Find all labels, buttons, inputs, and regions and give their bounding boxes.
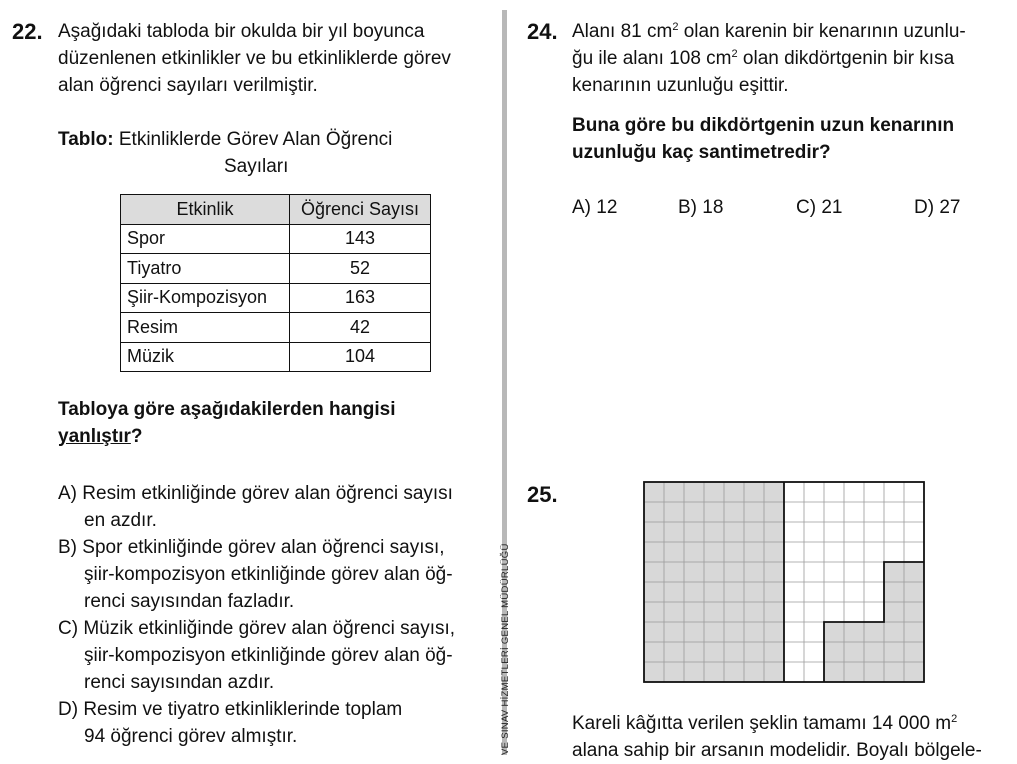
table-header-activity: Etkinlik bbox=[121, 195, 290, 225]
option-b-line-1[interactable]: B) Spor etkinliğinde görev alan öğrenci sayısı, bbox=[58, 537, 445, 558]
table-row bbox=[121, 254, 431, 284]
question-24-prompt-line-2: uzunluğu kaç santimetredir? bbox=[572, 142, 831, 163]
question-24-line-2-b: olan dikdörtgenin bir kısa bbox=[737, 48, 955, 69]
table-row bbox=[121, 313, 431, 343]
q24-option-c[interactable]: C) 21 bbox=[796, 197, 843, 218]
question-24-number: 24. bbox=[527, 19, 558, 44]
superscript-2: 2 bbox=[672, 21, 679, 33]
q24-option-d[interactable]: D) 27 bbox=[914, 197, 961, 218]
option-a-line-1[interactable]: A) Resim etkinliğinde görev alan öğrenci sayısı bbox=[58, 483, 453, 504]
option-b-line-3[interactable]: renci sayısından fazladır. bbox=[84, 591, 295, 612]
table-cell-activity: Müzik bbox=[121, 342, 290, 372]
table-cell-activity: Şiir-Kompozisyon bbox=[121, 283, 290, 313]
table-cell-activity: Resim bbox=[121, 313, 290, 343]
question-24-line-1-a: Alanı 81 cm bbox=[572, 21, 673, 42]
table-cell-count: 163 bbox=[290, 283, 431, 313]
question-22-prompt-line-1: Tabloya göre aşağıdakilerden hangisi bbox=[58, 399, 396, 420]
option-b-line-2[interactable]: şiir-kompozisyon etkinliğinde görev alan öğ- bbox=[84, 564, 453, 585]
table-cell-count: 52 bbox=[290, 254, 431, 284]
table-cell-activity: Tiyatro bbox=[121, 254, 290, 284]
question-24-line-2-a: ğu ile alanı 108 cm bbox=[572, 48, 732, 69]
table-header-row bbox=[121, 195, 431, 225]
question-25-number: 25. bbox=[527, 482, 558, 507]
shaded-region-right-lower bbox=[824, 622, 924, 682]
question-25-line-1-a: Kareli kâğıtta verilen şeklin tamamı 14 000 m bbox=[572, 713, 952, 734]
grid-shape-figure bbox=[643, 481, 927, 684]
question-24-line-1-b: olan karenin bir kenarının uzunlu- bbox=[678, 21, 966, 42]
superscript-2: 2 bbox=[951, 713, 958, 725]
question-22-keyword-underlined: yanlıştır bbox=[58, 426, 131, 447]
table-header-student-count: Öğrenci Sayısı bbox=[290, 195, 431, 225]
activities-table bbox=[120, 194, 431, 372]
question-24-line-1 bbox=[572, 18, 966, 45]
table-caption-line-2: Sayıları bbox=[224, 156, 289, 177]
question-25-line-1 bbox=[572, 710, 957, 737]
q24-option-b[interactable]: B) 18 bbox=[678, 197, 724, 218]
option-d-line-1[interactable]: D) Resim ve tiyatro etkinliklerinde toplam bbox=[58, 699, 403, 720]
question-24-line-2 bbox=[572, 45, 954, 72]
superscript-2: 2 bbox=[731, 48, 738, 60]
table-cell-activity: Spor bbox=[121, 224, 290, 254]
table-row bbox=[121, 283, 431, 313]
question-22-intro-line-3: alan öğrenci sayıları verilmiştir. bbox=[58, 75, 318, 96]
option-d-line-2[interactable]: 94 öğrenci görev almıştır. bbox=[84, 726, 298, 747]
table-cell-count: 42 bbox=[290, 313, 431, 343]
table-cell-count: 104 bbox=[290, 342, 431, 372]
publisher-side-text: VE SINAV HİZMETLERİ GENEL MÜDÜRLÜĞÜ bbox=[500, 543, 511, 755]
question-22-question-mark: ? bbox=[130, 426, 143, 447]
option-c-line-1[interactable]: C) Müzik etkinliğinde görev alan öğrenci sayısı, bbox=[58, 618, 456, 639]
question-24-prompt-line-1: Buna göre bu dikdörtgenin uzun kenarının bbox=[572, 115, 955, 136]
question-22-number: 22. bbox=[12, 19, 43, 44]
question-25-line-2: alana sahip bir arsanın modelidir. Boyalı bölgele- bbox=[572, 740, 982, 761]
question-22-intro-line-2: düzenlenen etkinlikler ve bu etkinliklerde görev bbox=[58, 48, 451, 69]
question-22-prompt-line-2 bbox=[58, 423, 142, 450]
table-cell-count: 143 bbox=[290, 224, 431, 254]
table-row bbox=[121, 224, 431, 254]
option-a-line-2[interactable]: en azdır. bbox=[84, 510, 157, 531]
question-24-line-3: kenarının uzunluğu eşittir. bbox=[572, 75, 789, 96]
table-row bbox=[121, 342, 431, 372]
table-caption-label: Tablo: bbox=[58, 129, 114, 150]
table-caption-title: Etkinliklerde Görev Alan Öğrenci bbox=[118, 129, 393, 150]
question-22-intro-line-1: Aşağıdaki tabloda bir okulda bir yıl boyunca bbox=[58, 21, 425, 42]
option-c-line-2[interactable]: şiir-kompozisyon etkinliğinde görev alan öğ- bbox=[84, 645, 453, 666]
option-c-line-3[interactable]: renci sayısından azdır. bbox=[84, 672, 275, 693]
q24-option-a[interactable]: A) 12 bbox=[572, 197, 618, 218]
table-caption bbox=[58, 126, 392, 153]
